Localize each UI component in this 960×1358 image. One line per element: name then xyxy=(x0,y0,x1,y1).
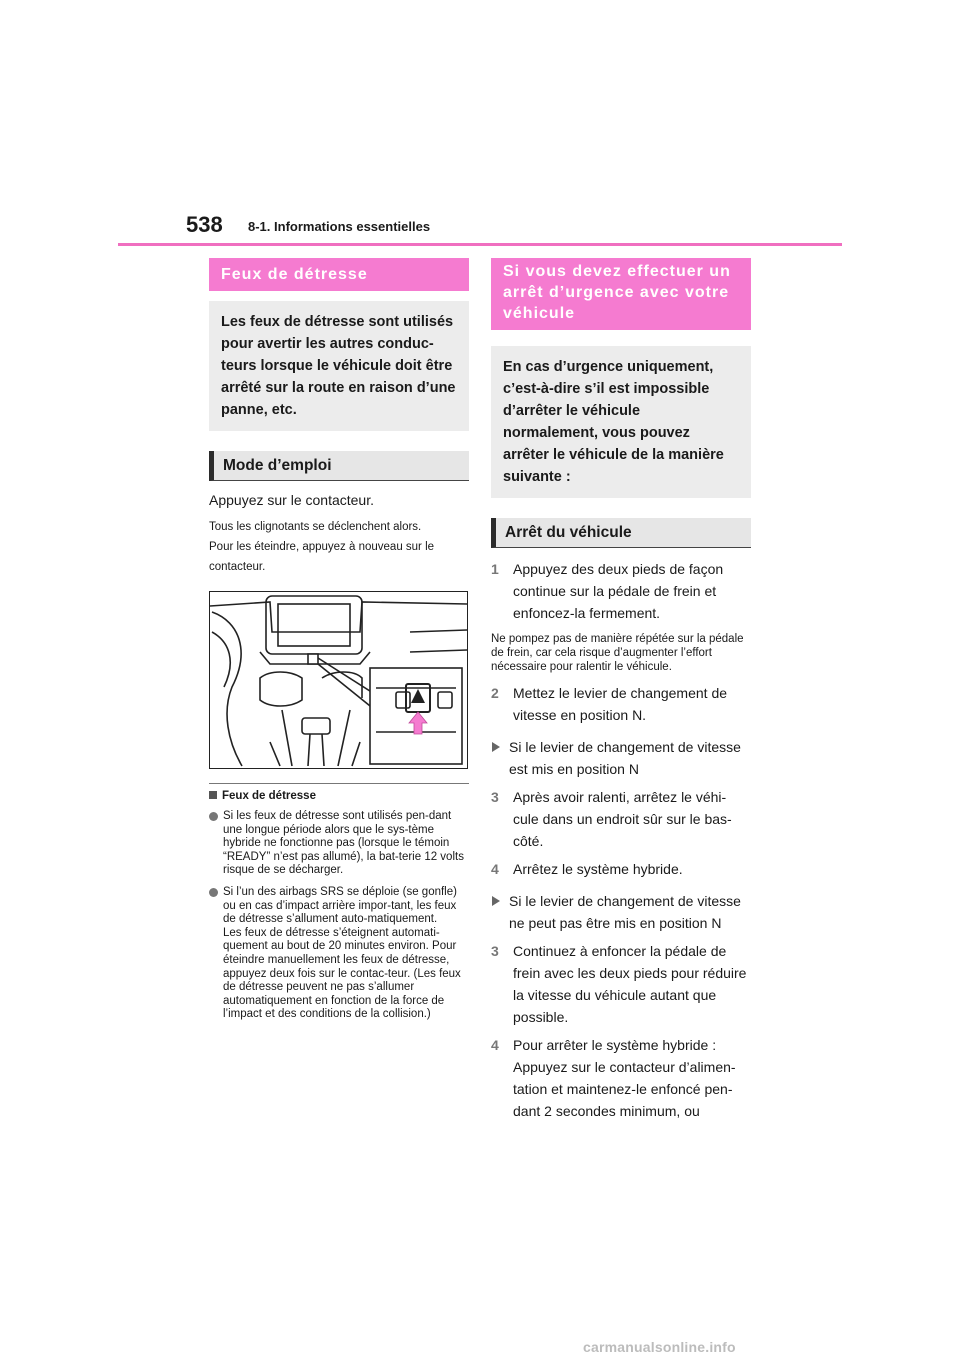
note-bullet-2-text: Si l’un des airbags SRS se déploie (se gonfle) ou en cas d’impact arrière impor-tant, les feux de détresse s’allument auto-matiquement. xyxy=(223,885,457,926)
hazard-banner: Feux de détresse xyxy=(209,258,469,291)
notes-title xyxy=(209,790,469,802)
hazard-intro-box: Les feux de détresse sont utilisés pour avertir les autres conduc-teurs lorsque le véhicule doit être arrêté sur la route en raison d’une panne, etc. xyxy=(209,301,469,431)
step-3b xyxy=(491,940,751,1028)
step-1-note: Ne pompez pas de manière répétée sur la pédale de frein, car cela risque d’augmenter l’effort nécessaire pour ralentir le véhicule. xyxy=(491,633,744,673)
page-number: 538 xyxy=(186,212,223,237)
dashboard-drawing xyxy=(210,592,467,768)
note-bullet-1-text: Si les feux de détresse sont utilisés pen-dant une longue période alors que le sys-tème hybride ne fonctionne pas (lorsque le témoin “READY” n’est pas allumé), la bat-terie 12 volts risque de se décharger. xyxy=(223,810,464,877)
note-bullet-2 xyxy=(209,886,469,1022)
step-3b-text: Continuez à enfoncer la pédale de frein avec les deux pieds pour réduire la vitesse du véhicule autant que possible. xyxy=(513,943,747,1025)
emergency-intro-box: En cas d’urgence uniquement, c’est-à-dire s’il est impossible d’arrêter le véhicule normalement, vous pouvez arrêter le véhicule de la manière suivante : xyxy=(491,346,751,498)
condition-neutral-fail xyxy=(491,890,751,934)
notes-divider xyxy=(209,783,469,784)
usage-subheading: Mode d’emploi xyxy=(209,451,469,481)
triangle-bullet-icon xyxy=(492,742,500,752)
step-4b xyxy=(491,1034,751,1122)
condition-neutral-ok xyxy=(491,736,751,780)
step-3a-text: Après avoir ralenti, arrêtez le véhi-cule dans un endroit sûr sur le bas-côté. xyxy=(513,789,732,849)
step-4a-text: Arrêtez le système hybride. xyxy=(513,861,683,877)
step-1-text: Appuyez des deux pieds de façon continue sur la pédale de frein et enfoncez-la fermement. xyxy=(513,561,724,621)
instruction-text: Appuyez sur le contacteur. xyxy=(209,492,374,508)
step-3a xyxy=(491,786,751,852)
left-column xyxy=(209,258,469,1022)
right-column xyxy=(491,258,751,1122)
condition-neutral-ok-text: Si le levier de changement de vitesse est mis en position N xyxy=(509,739,741,777)
step-2-text: Mettez le levier de changement de vitesse en position N. xyxy=(513,685,728,723)
step-1 xyxy=(491,558,751,624)
emergency-stop-banner: Si vous devez effectuer un arrêt d’urgence avec votre véhicule xyxy=(491,258,751,330)
notes-title-text: Feux de détresse xyxy=(222,790,316,802)
step-3a-number: 3 xyxy=(491,789,499,805)
detail-text-2: Pour les éteindre, appuyez à nouveau sur le contacteur. xyxy=(209,541,435,573)
step-1-number: 1 xyxy=(491,561,499,577)
dashboard-illustration xyxy=(209,591,468,769)
note-bullet-1 xyxy=(209,810,469,878)
step-2 xyxy=(491,682,751,726)
step-4b-text: Pour arrêter le système hybride : Appuyez sur le contacteur d’alimen-tation et maintenez-le enfoncé pen-dant 2 secondes minimum, ou xyxy=(513,1037,736,1119)
step-4a-number: 4 xyxy=(491,861,499,877)
condition-neutral-fail-text: Si le levier de changement de vitesse ne peut pas être mis en position N xyxy=(509,893,741,931)
step-3b-number: 3 xyxy=(491,943,499,959)
step-2-number: 2 xyxy=(491,685,499,701)
section-title: 8-1. Informations essentielles xyxy=(248,219,431,234)
step-4a xyxy=(491,858,751,880)
vehicle-stop-subheading: Arrêt du véhicule xyxy=(491,518,751,548)
watermark: carmanualsonline.info xyxy=(583,1339,736,1355)
triangle-bullet-icon xyxy=(492,896,500,906)
header-divider xyxy=(118,243,842,246)
step-4b-number: 4 xyxy=(491,1037,499,1053)
note-bullet-2-continued: Les feux de détresse s’éteignent automati-quement au bout de 20 minutes environ. Pour éteindre manuellement les feux de détresse, appuyez deux fois sur le contac-teur. (Les feux de détresse peuvent ne pas s’allumer automatiquement en fonction de la force de l’impact et des conditions de la collision.) xyxy=(223,926,461,1021)
bullet-dot-icon xyxy=(209,812,218,821)
detail-text-1: Tous les clignotants se déclenchent alors. xyxy=(209,521,422,533)
square-icon xyxy=(209,791,217,799)
bullet-dot-icon xyxy=(209,888,218,897)
